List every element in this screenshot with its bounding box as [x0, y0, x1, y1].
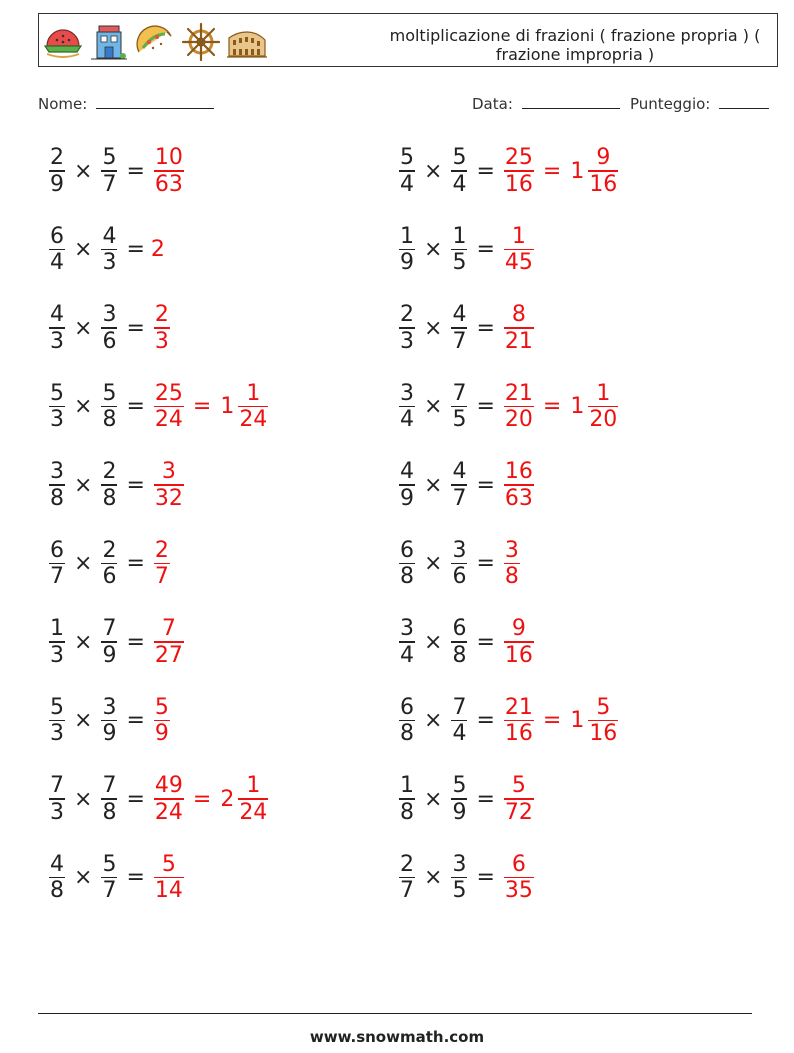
fraction: [49, 538, 65, 590]
times-sign: ×: [74, 865, 93, 890]
fraction: [154, 381, 184, 433]
equals-sign: =: [476, 394, 495, 419]
fraction: [504, 302, 534, 354]
denominator: 5: [452, 250, 467, 276]
problem-1: [46, 140, 187, 202]
denominator: 5: [452, 407, 467, 433]
mixed-whole: 1: [570, 708, 585, 733]
numerator: 1: [400, 773, 414, 799]
numerator: 25: [154, 380, 183, 406]
numerator: 3: [400, 616, 414, 642]
problem-16: [396, 690, 621, 752]
equals-sign: =: [476, 786, 495, 812]
denominator: 8: [400, 564, 414, 590]
fraction: [451, 459, 467, 511]
name-field[interactable]: [38, 94, 214, 113]
equals-sign-mixed: =: [192, 786, 212, 812]
times-sign: ×: [424, 315, 443, 341]
problem-7: [46, 376, 271, 438]
denominator: 8: [504, 564, 519, 590]
mixed-fraction: [238, 381, 268, 433]
times-sign: ×: [74, 472, 93, 498]
denominator: 16: [589, 721, 618, 747]
equals-sign-mixed: =: [542, 394, 562, 419]
denominator: 9: [102, 721, 117, 747]
numerator: 21: [504, 694, 533, 720]
numerator: 6: [400, 537, 414, 563]
problem-6: [396, 297, 537, 359]
fraction: [451, 616, 467, 668]
problem-13: [46, 611, 187, 673]
fraction: [451, 695, 467, 747]
denominator: 8: [50, 878, 64, 904]
denominator: 3: [50, 407, 64, 433]
fraction: [399, 852, 415, 904]
denominator: 7: [452, 485, 467, 511]
equals-sign: =: [126, 629, 145, 655]
denominator: 72: [504, 799, 533, 825]
problem-11: [46, 533, 173, 595]
equals-sign: =: [126, 472, 145, 498]
denominator: 4: [452, 171, 467, 197]
numerator: 5: [596, 694, 611, 720]
fraction: [451, 773, 467, 825]
name-blank[interactable]: [96, 94, 214, 109]
fraction: [49, 459, 65, 511]
times-sign: ×: [424, 237, 443, 262]
numerator: 16: [504, 459, 533, 485]
numerator: 4: [50, 302, 64, 328]
fraction: [399, 616, 415, 668]
fraction: [101, 695, 117, 747]
fraction: [504, 616, 534, 668]
times-sign: ×: [424, 865, 443, 890]
numerator: 6: [511, 851, 526, 877]
problem-14: [396, 611, 537, 673]
equals-sign: =: [126, 551, 145, 576]
numerator: 8: [511, 302, 526, 328]
numerator: 7: [102, 773, 117, 799]
problem-20: [396, 847, 537, 909]
numerator: 5: [452, 145, 467, 171]
fraction: [101, 224, 117, 276]
denominator: 9: [50, 171, 64, 197]
fraction: [154, 145, 184, 197]
fraction: [504, 381, 534, 433]
fraction: [451, 145, 467, 197]
numerator: 9: [596, 145, 611, 171]
equals-sign: =: [476, 708, 495, 733]
numerator: 3: [504, 537, 519, 563]
fraction: [504, 459, 534, 511]
denominator: 5: [452, 878, 467, 904]
numerator: 5: [511, 773, 526, 799]
equals-sign: =: [126, 394, 145, 419]
numerator: 4: [452, 459, 467, 485]
denominator: 3: [400, 328, 414, 354]
denominator: 3: [154, 328, 169, 354]
problem-12: [396, 533, 523, 595]
denominator: 4: [452, 721, 467, 747]
denominator: 7: [102, 878, 117, 904]
numerator: 2: [50, 145, 64, 171]
times-sign: ×: [424, 394, 443, 419]
times-sign: ×: [424, 786, 443, 812]
denominator: 3: [50, 642, 64, 668]
equals-sign: =: [126, 158, 145, 184]
score-field[interactable]: [630, 94, 769, 113]
denominator: 16: [589, 171, 618, 197]
times-sign: ×: [74, 708, 93, 733]
footer-divider: [38, 1013, 752, 1014]
problem-3: [46, 219, 165, 281]
taco-icon: [135, 22, 175, 62]
fraction: [49, 145, 65, 197]
numerator: 2: [400, 851, 414, 877]
fraction: [399, 773, 415, 825]
denominator: 45: [504, 250, 533, 276]
denominator: 4: [50, 250, 64, 276]
fraction: [451, 852, 467, 904]
times-sign: ×: [74, 551, 93, 576]
numerator: 2: [154, 302, 169, 328]
numerator: 5: [161, 851, 176, 877]
denominator: 8: [102, 407, 117, 433]
numerator: 7: [452, 380, 467, 406]
equals-sign: =: [476, 315, 495, 341]
numerator: 5: [102, 145, 117, 171]
score-blank[interactable]: [719, 94, 769, 109]
denominator: 7: [50, 564, 64, 590]
times-sign: ×: [74, 629, 93, 655]
fraction: [399, 381, 415, 433]
denominator: 16: [504, 171, 533, 197]
denominator: 3: [50, 721, 64, 747]
denominator: 3: [50, 328, 64, 354]
fraction: [399, 459, 415, 511]
worksheet-header: [38, 13, 778, 67]
denominator: 14: [154, 878, 183, 904]
mixed-whole: 1: [220, 394, 235, 419]
date-label: Data:: [472, 95, 513, 113]
problem-2: [396, 140, 621, 202]
mixed-whole: 1: [570, 394, 585, 419]
numerator: 5: [50, 380, 64, 406]
numerator: 5: [50, 694, 64, 720]
equals-sign-mixed: =: [192, 394, 212, 419]
times-sign: ×: [74, 394, 93, 419]
numerator: 7: [452, 694, 467, 720]
fraction: [49, 852, 65, 904]
numerator: 6: [50, 537, 64, 563]
numerator: 4: [102, 223, 117, 249]
numerator: 21: [504, 380, 533, 406]
mixed-whole: 1: [570, 158, 585, 184]
times-sign: ×: [74, 158, 93, 184]
times-sign: ×: [424, 629, 443, 655]
fraction: [154, 695, 170, 747]
times-sign: ×: [74, 786, 93, 812]
colosseum-icon: [227, 22, 267, 62]
numerator: 2: [102, 459, 117, 485]
numerator: 1: [50, 616, 64, 642]
footer-url: www.snowmath.com: [309, 1028, 485, 1046]
equals-sign: =: [126, 865, 145, 890]
numerator: 5: [102, 380, 117, 406]
numerator: 5: [154, 694, 169, 720]
equals-sign-mixed: =: [542, 708, 562, 733]
numerator: 7: [161, 616, 176, 642]
fraction: [399, 224, 415, 276]
problem-4: [396, 219, 537, 281]
problem-19: [46, 847, 187, 909]
denominator: 6: [452, 564, 467, 590]
fraction: [154, 773, 184, 825]
equals-sign-mixed: =: [542, 158, 562, 184]
watermelon-icon: [43, 22, 83, 62]
numerator: 3: [452, 537, 467, 563]
denominator: 9: [400, 485, 414, 511]
times-sign: ×: [424, 158, 443, 184]
denominator: 4: [400, 171, 414, 197]
denominator: 9: [154, 721, 169, 747]
fraction: [154, 852, 184, 904]
numerator: 9: [511, 616, 526, 642]
numerator: 49: [154, 773, 183, 799]
mixed-fraction: [588, 695, 618, 747]
denominator: 7: [452, 328, 467, 354]
denominator: 8: [102, 799, 117, 825]
problem-9: [46, 454, 187, 516]
numerator: 7: [50, 773, 64, 799]
score-label: Punteggio:: [630, 95, 711, 113]
denominator: 27: [154, 642, 183, 668]
fraction: [101, 538, 117, 590]
numerator: 25: [504, 145, 533, 171]
ship-wheel-icon: [181, 22, 221, 62]
denominator: 24: [239, 407, 268, 433]
denominator: 63: [504, 485, 533, 511]
fraction: [504, 538, 520, 590]
fraction: [101, 852, 117, 904]
numerator: 3: [161, 459, 176, 485]
numerator: 3: [452, 851, 467, 877]
denominator: 6: [102, 564, 117, 590]
equals-sign: =: [126, 708, 145, 733]
denominator: 16: [504, 642, 533, 668]
fraction: [399, 538, 415, 590]
mixed-fraction: [238, 773, 268, 825]
equals-sign: =: [476, 158, 495, 184]
denominator: 9: [452, 799, 467, 825]
fraction: [504, 224, 534, 276]
equals-sign: =: [126, 786, 145, 812]
denominator: 3: [102, 250, 117, 276]
denominator: 20: [589, 407, 618, 433]
fraction: [504, 145, 534, 197]
denominator: 24: [154, 799, 183, 825]
mixed-fraction: [588, 381, 618, 433]
denominator: 20: [504, 407, 533, 433]
equals-sign: =: [476, 551, 495, 576]
times-sign: ×: [74, 237, 93, 262]
problem-15: [46, 690, 173, 752]
equals-sign: =: [476, 237, 495, 262]
worksheet-title: moltiplicazione di frazioni ( frazione propria ) ( frazione impropria ): [389, 26, 761, 64]
fraction: [154, 616, 184, 668]
fraction: [451, 381, 467, 433]
numerator: 6: [400, 694, 414, 720]
fraction: [101, 773, 117, 825]
fraction: [504, 852, 534, 904]
fraction: [504, 773, 534, 825]
problem-18: [396, 768, 537, 830]
fraction: [101, 145, 117, 197]
fraction: [451, 224, 467, 276]
numerator: 3: [102, 694, 117, 720]
denominator: 9: [400, 250, 414, 276]
denominator: 8: [452, 642, 467, 668]
numerator: 1: [511, 223, 526, 249]
numerator: 1: [596, 380, 611, 406]
numerator: 6: [50, 223, 64, 249]
date-blank[interactable]: [522, 94, 620, 109]
fraction: [154, 459, 184, 511]
denominator: 35: [504, 878, 533, 904]
fraction: [399, 145, 415, 197]
name-label: Nome:: [38, 95, 88, 113]
fraction: [451, 302, 467, 354]
numerator: 5: [452, 773, 467, 799]
fraction: [49, 616, 65, 668]
date-field[interactable]: [472, 94, 620, 113]
numerator: 5: [102, 851, 117, 877]
numerator: 1: [246, 773, 261, 799]
denominator: 24: [154, 407, 183, 433]
times-sign: ×: [424, 472, 443, 498]
numerator: 3: [400, 380, 414, 406]
equals-sign: =: [476, 472, 495, 498]
equals-sign: =: [476, 629, 495, 655]
numerator: 7: [102, 616, 117, 642]
equals-sign: =: [126, 237, 145, 262]
numerator: 2: [154, 537, 169, 563]
numerator: 1: [452, 223, 467, 249]
denominator: 4: [400, 407, 414, 433]
problem-5: [46, 297, 173, 359]
fraction: [101, 381, 117, 433]
denominator: 4: [400, 642, 414, 668]
denominator: 63: [154, 171, 183, 197]
denominator: 21: [504, 328, 533, 354]
mixed-whole: 2: [220, 786, 235, 812]
numerator: 5: [400, 145, 414, 171]
fraction: [154, 302, 170, 354]
denominator: 8: [400, 799, 414, 825]
fraction: [49, 695, 65, 747]
numerator: 4: [400, 459, 414, 485]
fraction: [49, 773, 65, 825]
numerator: 4: [50, 851, 64, 877]
times-sign: ×: [424, 551, 443, 576]
fraction: [101, 616, 117, 668]
denominator: 16: [504, 721, 533, 747]
problem-17: [46, 768, 271, 830]
fraction: [101, 459, 117, 511]
denominator: 8: [102, 485, 117, 511]
times-sign: ×: [74, 315, 93, 341]
denominator: 32: [154, 485, 183, 511]
house-icon: [89, 22, 129, 62]
fraction: [399, 695, 415, 747]
fraction: [49, 224, 65, 276]
equals-sign: =: [476, 865, 495, 890]
numerator: 2: [102, 537, 117, 563]
equals-sign: =: [126, 315, 145, 341]
mixed-fraction: [588, 145, 618, 197]
fraction: [49, 381, 65, 433]
problem-8: [396, 376, 621, 438]
fraction: [451, 538, 467, 590]
numerator: 3: [102, 302, 117, 328]
denominator: 7: [154, 564, 169, 590]
fraction: [154, 538, 170, 590]
numerator: 2: [400, 302, 414, 328]
numerator: 1: [246, 380, 261, 406]
denominator: 9: [102, 642, 117, 668]
denominator: 6: [102, 328, 117, 354]
denominator: 24: [239, 799, 268, 825]
numerator: 6: [452, 616, 467, 642]
denominator: 3: [50, 799, 64, 825]
denominator: 7: [400, 878, 414, 904]
fraction: [399, 302, 415, 354]
numerator: 10: [154, 145, 183, 171]
fraction: [101, 302, 117, 354]
fraction: [504, 695, 534, 747]
numerator: 1: [400, 223, 414, 249]
times-sign: ×: [424, 708, 443, 733]
fraction: [49, 302, 65, 354]
numerator: 3: [50, 459, 64, 485]
denominator: 8: [50, 485, 64, 511]
problem-10: [396, 454, 537, 516]
answer-whole: 2: [150, 237, 165, 262]
denominator: 7: [102, 171, 117, 197]
numerator: 4: [452, 302, 467, 328]
denominator: 8: [400, 721, 414, 747]
